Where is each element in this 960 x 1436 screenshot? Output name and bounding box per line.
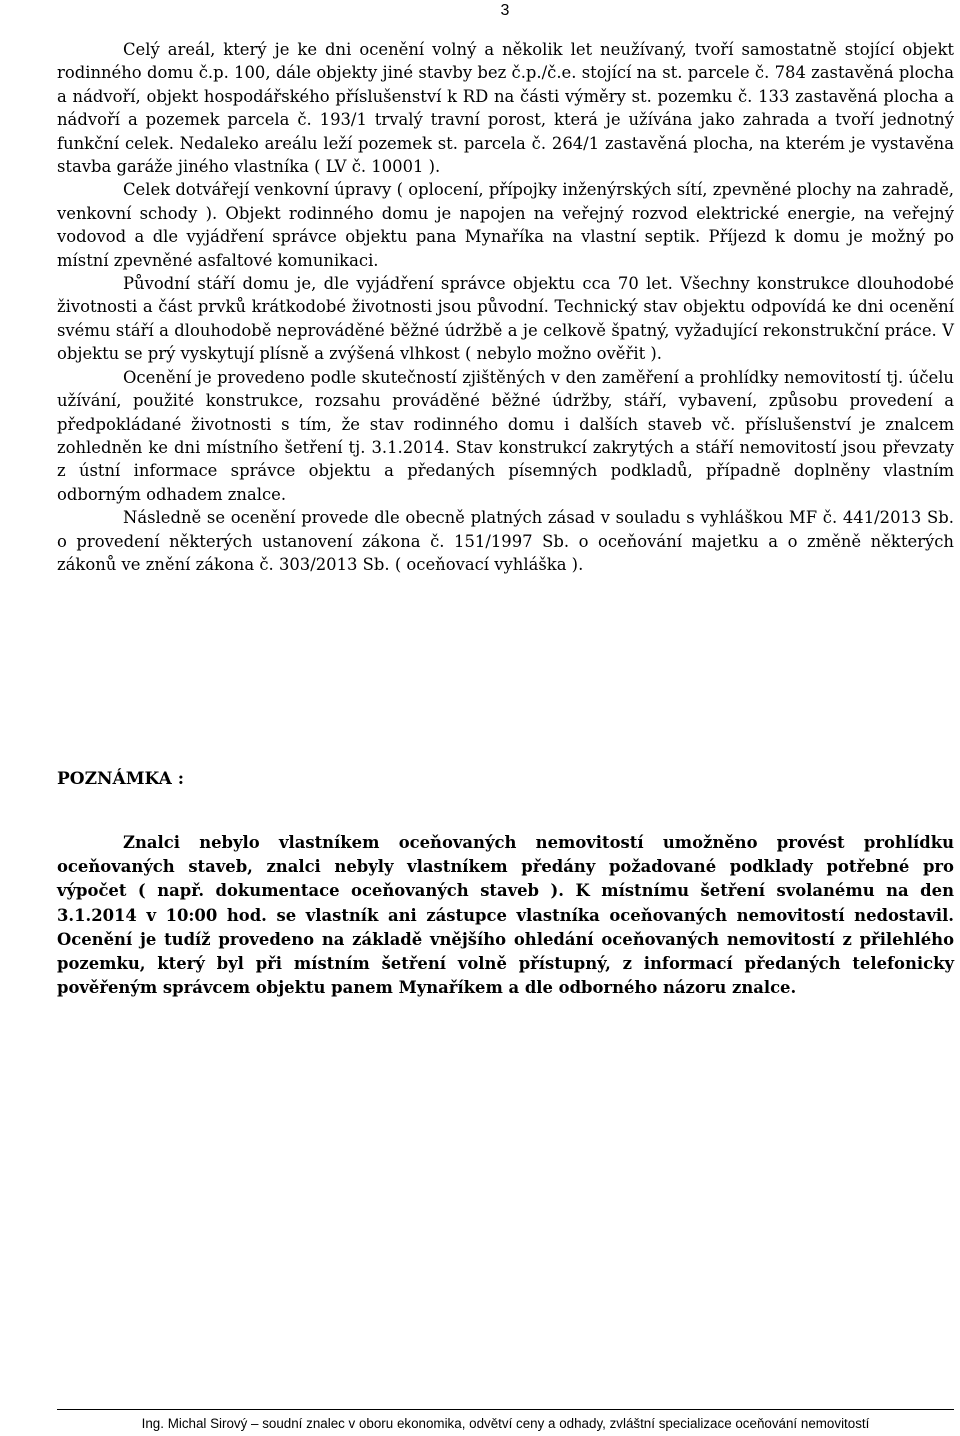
- paragraph-legal-basis: Následně se ocenění provede dle obecně platných zásad v souladu s vyhláškou MF č. 441/2013 Sb. o provedení některých ustanovení zákona č. 151/1997 Sb. o oceňování majetku a o změně některých zákonů ve znění zákona č. 303/2013 Sb. ( oceňovací vyhláška ).: [57, 508, 954, 574]
- document-body: [57, 38, 954, 576]
- note-block: [57, 831, 954, 1000]
- note-text: Znalci nebylo vlastníkem oceňovaných nemovitostí umožněno provést prohlídku oceňovaných staveb, znalci nebyly vlastníkem předány požadované podklady potřebné pro výpočet ( např. dokumentace oceňovaných staveb ). K místnímu šetření svolanému na den 3.1.2014 v 10:00 hod. se vlastník ani zástupce vlastníka oceňovaných nemovitostí nedostavil. Ocenění je tudíž provedeno na základě vnějšího ohledání oceňovaných nemovitostí z přilehlého pozemku, který byl při místním šetření volně přístupný, z informací předaných telefonicky pověřeným správcem objektu panem Mynaříkem a dle odborného názoru znalce.: [57, 833, 954, 998]
- paragraph-site-description: Celý areál, který je ke dni ocenění volný a několik let neužívaný, tvoří samostatně stojící objekt rodinného domu č.p. 100, dále objekty jiné stavby bez č.p./č.e. stojící na st. parcele č. 784 zastavěná plocha a nádvoří, objekt hospodářského příslušenství k RD na části výměry st. pozemku č. 133 zastavěná plocha a nádvoří a pozemek parcela č. 193/1 trvalý travní porost, která je užívána jako zahrada a tvoří jednotný funkční celek. Nedaleko areálu leží pozemek st. parcela č. 264/1 zastavěná plocha, na kterém je vystavěna stavba garáže jiného vlastníka ( LV č. 10001 ).: [57, 40, 954, 177]
- note-heading: POZNÁMKA :: [57, 769, 185, 789]
- paragraph-valuation-basis: Ocenění je provedeno podle skutečností zjištěných v den zaměření a prohlídky nemovitostí tj. účelu užívání, použité konstrukce, rozsahu prováděné běžné údržby, stáří, vybavení, způsobu provedení a předpokládané životnosti s tím, že stav rodinného domu i dalších staveb vč. příslušenství je znalcem zohledněn ke dni místního šetření tj. 3.1.2014. Stav konstrukcí zakrytých a stáří nemovitostí jsou převzaty z ústní informace správce objektu a předaných písemných podkladů, případně doplněny vlastním odborným odhadem znalce.: [57, 367, 954, 504]
- paragraph-outdoor-works: Celek dotvářejí venkovní úpravy ( oplocení, přípojky inženýrských sítí, zpevněné plochy na zahradě, venkovní schody ). Objekt rodinného domu je napojen na veřejný rozvod elektrické energie, na veřejný vodovod a dle vyjádření správce objektu pana Mynaříka na vlastní septik. Příjezd k domu je možný po místní zpevněné asfaltové komunikaci.: [57, 180, 954, 270]
- page-number: 3: [500, 2, 510, 19]
- page-footer: Ing. Michal Sirový – soudní znalec v oboru ekonomika, odvětví ceny a odhady, zvláštní specializace oceňování nemovitostí: [141, 1416, 870, 1431]
- footer-divider: [57, 1409, 954, 1410]
- paragraph-age-condition: Původní stáří domu je, dle vyjádření správce objektu cca 70 let. Všechny konstrukce dlouhodobé životnosti a část prvků krátkodobé životnosti jsou původní. Technický stav objektu odpovídá ke dni ocenění svému stáří a dlouhodobě neprováděné běžné údržbě a je celkově špatný, vyžadující rekonstrukční práce. V objektu se prý vyskytují plísně a zvýšená vlhkost ( nebylo možno ověřit ).: [57, 274, 954, 364]
